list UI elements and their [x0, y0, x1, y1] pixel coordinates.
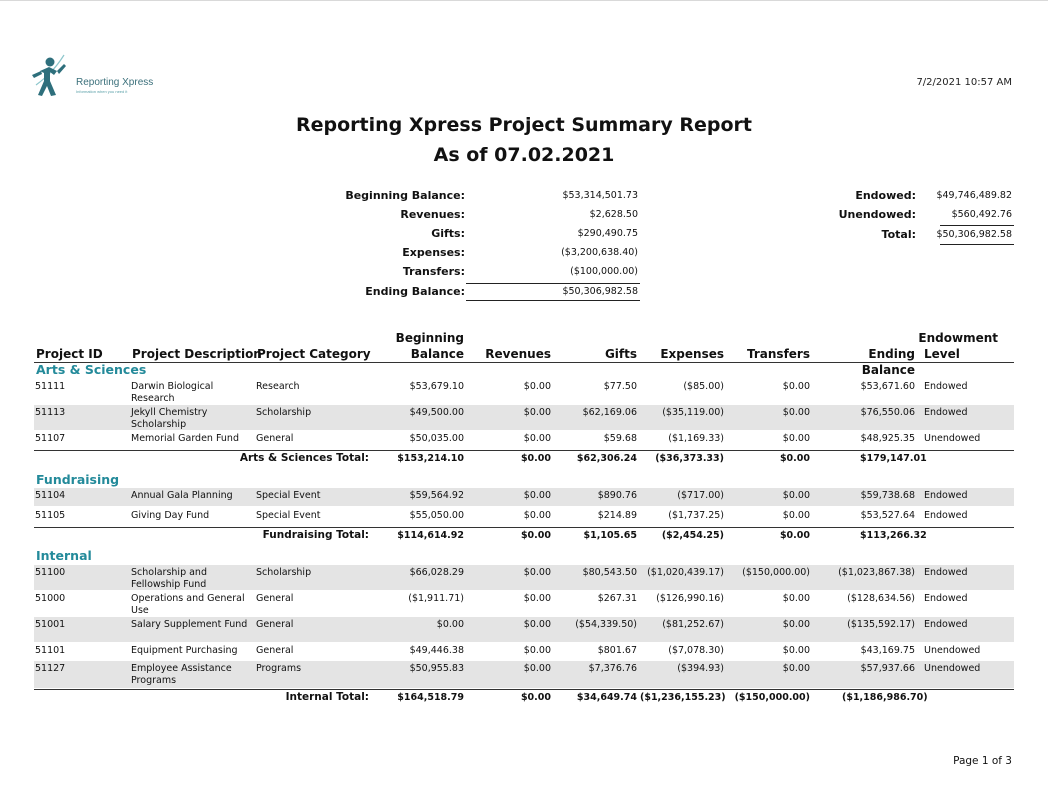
- total-revenues: $0.00: [520, 692, 551, 703]
- header-rule: [34, 362, 1014, 363]
- project-description: Jekyll Chemistry Scholarship: [131, 407, 208, 430]
- table-row: [34, 379, 1014, 404]
- group-total-row: [34, 527, 1014, 543]
- project-category: Special Event: [256, 510, 321, 521]
- summary-label: Expenses:: [402, 246, 465, 259]
- revenues: $0.00: [523, 381, 551, 392]
- transfers: $0.00: [782, 663, 810, 674]
- summary-label: Transfers:: [402, 265, 465, 278]
- ending-balance: $59,738.68: [860, 490, 915, 501]
- column-header: Transfers: [747, 347, 810, 361]
- summary-label: Revenues:: [400, 208, 465, 221]
- expenses: ($394.93): [677, 663, 724, 674]
- ending-balance: ($135,592.17): [847, 619, 915, 630]
- gifts: $267.31: [597, 593, 637, 604]
- project-description: Memorial Garden Fund: [131, 433, 239, 444]
- endowment-level: Unendowed: [924, 645, 981, 656]
- beginning-balance: $50,035.00: [409, 433, 464, 444]
- ending-balance: ($1,023,867.38): [838, 567, 915, 578]
- ending-balance: $43,169.75: [860, 645, 915, 656]
- transfers: $0.00: [782, 645, 810, 656]
- project-category: General: [256, 593, 294, 604]
- beginning-balance: $66,028.29: [409, 567, 464, 578]
- table-row: [34, 643, 1014, 661]
- project-id: 51113: [35, 407, 66, 418]
- group-total-label: Fundraising Total:: [262, 529, 369, 541]
- summary-label: Endowed:: [855, 189, 916, 202]
- summary-value: $2,628.50: [589, 209, 638, 220]
- ending-balance: $53,671.60: [860, 381, 915, 392]
- project-id: 51001: [35, 619, 66, 630]
- table-row: [34, 405, 1014, 430]
- total-transfers: ($150,000.00): [734, 692, 810, 703]
- group-total-label: Internal Total:: [285, 691, 369, 703]
- column-header: Gifts: [604, 347, 637, 361]
- revenues: $0.00: [523, 490, 551, 501]
- total-revenues: $0.00: [520, 530, 551, 541]
- column-header: Revenues: [485, 347, 551, 361]
- expenses: ($35,119.00): [662, 407, 724, 418]
- beginning-balance: ($1,911.71): [408, 593, 464, 604]
- project-id: 51101: [35, 645, 66, 656]
- column-header: Project Category: [257, 347, 371, 361]
- table-row: [34, 508, 1014, 526]
- endowment-level: Endowed: [924, 593, 968, 604]
- summary-label: Beginning Balance:: [345, 189, 465, 202]
- ending-balance: $57,937.66: [860, 663, 915, 674]
- expenses: ($1,737.25): [668, 510, 724, 521]
- gifts: ($54,339.50): [575, 619, 637, 630]
- table-row: [34, 431, 1014, 449]
- revenues: $0.00: [523, 663, 551, 674]
- ending-balance: $48,925.35: [860, 433, 915, 444]
- project-id: 51111: [35, 381, 66, 392]
- column-header: Project ID: [36, 347, 103, 361]
- project-category: General: [256, 433, 294, 444]
- revenues: $0.00: [523, 593, 551, 604]
- total-transfers: $0.00: [779, 453, 810, 464]
- gifts: $62,169.06: [582, 407, 637, 418]
- group-total-label: Arts & Sciences Total:: [239, 452, 369, 464]
- transfers: $0.00: [782, 510, 810, 521]
- project-description: Salary Supplement Fund: [131, 619, 248, 630]
- project-id: 51104: [35, 490, 66, 501]
- project-category: Special Event: [256, 490, 321, 501]
- ending-balance: ($128,634.56): [847, 593, 915, 604]
- endowment-level: Endowed: [924, 510, 968, 521]
- project-category: Scholarship: [256, 407, 312, 418]
- expenses: ($85.00): [683, 381, 724, 392]
- expenses: ($126,990.16): [656, 593, 724, 604]
- table-row: [34, 565, 1014, 590]
- table-row: [34, 661, 1014, 688]
- summary-value: $560,492.76: [951, 209, 1012, 220]
- summary-value: ($3,200,638.40): [561, 247, 638, 258]
- summary-divider: [466, 300, 640, 301]
- project-description: Annual Gala Planning: [131, 490, 233, 501]
- total-transfers: $0.00: [779, 530, 810, 541]
- transfers: $0.00: [782, 407, 810, 418]
- ending-balance: $76,550.06: [860, 407, 915, 418]
- endowment-level: Endowed: [924, 381, 968, 392]
- gifts: $80,543.50: [582, 567, 637, 578]
- total-ending: $179,147.01: [860, 453, 927, 464]
- endowment-level: Unendowed: [924, 663, 981, 674]
- transfers: $0.00: [782, 593, 810, 604]
- total-ending: $113,266.32: [860, 530, 927, 541]
- expenses: ($81,252.67): [662, 619, 724, 630]
- summary-label: Ending Balance:: [365, 285, 465, 298]
- gifts: $77.50: [603, 381, 637, 392]
- column-header: Ending Balance: [861, 347, 915, 377]
- project-category: General: [256, 645, 294, 656]
- gifts: $59.68: [603, 433, 637, 444]
- expenses: ($717.00): [677, 490, 724, 501]
- logo-tagline: Information when you need it: [76, 89, 128, 94]
- summary-value: $290,490.75: [577, 228, 638, 239]
- column-header: Endowment: [918, 331, 998, 345]
- summary-divider: [466, 283, 640, 284]
- company-logo: [30, 41, 190, 107]
- project-id: 51127: [35, 663, 66, 674]
- gifts: $890.76: [597, 490, 637, 501]
- beginning-balance: $53,679.10: [409, 381, 464, 392]
- report-subtitle: As of 07.02.2021: [433, 144, 615, 166]
- revenues: $0.00: [523, 433, 551, 444]
- total-gifts: $62,306.24: [576, 453, 637, 464]
- group-total-row: [34, 689, 1014, 705]
- expenses: ($1,169.33): [668, 433, 724, 444]
- summary-label: Total:: [881, 228, 916, 241]
- group-total-row: [34, 450, 1014, 466]
- summary-value: $50,306,982.58: [562, 286, 638, 297]
- endowment-level: Endowed: [924, 567, 968, 578]
- gifts: $7,376.76: [588, 663, 637, 674]
- summary-value: ($100,000.00): [570, 266, 638, 277]
- revenues: $0.00: [523, 567, 551, 578]
- group-heading: Arts & Sciences: [36, 362, 147, 377]
- beginning-balance: $0.00: [436, 619, 464, 630]
- summary-value: $50,306,982.58: [936, 229, 1012, 240]
- project-description: Operations and General Use: [131, 593, 245, 616]
- expenses: ($1,020,439.17): [647, 567, 724, 578]
- total-beginning: $114,614.92: [397, 530, 464, 541]
- endowment-level: Endowed: [924, 407, 968, 418]
- total-beginning: $164,518.79: [397, 692, 464, 703]
- project-category: Programs: [256, 663, 302, 674]
- endowment-level: Endowed: [924, 619, 968, 630]
- endowment-level: Endowed: [924, 490, 968, 501]
- total-revenues: $0.00: [520, 453, 551, 464]
- project-category: Research: [256, 381, 300, 392]
- total-gifts: $1,105.65: [583, 530, 637, 541]
- page-number: Page 1 of 3: [953, 755, 1012, 767]
- report-timestamp: 7/2/2021 10:57 AM: [916, 77, 1012, 88]
- report-title: Reporting Xpress Project Summary Report: [296, 114, 752, 136]
- beginning-balance: $49,500.00: [409, 407, 464, 418]
- table-row: [34, 591, 1014, 616]
- column-header: Balance: [410, 347, 464, 361]
- revenues: $0.00: [523, 407, 551, 418]
- column-header: Beginning: [395, 331, 464, 345]
- total-expenses: ($2,454.25): [661, 530, 724, 541]
- transfers: $0.00: [782, 381, 810, 392]
- logo-text: Reporting Xpress: [76, 77, 154, 88]
- transfers: $0.00: [782, 619, 810, 630]
- table-row: [34, 617, 1014, 642]
- total-ending: ($1,186,986.70): [842, 692, 928, 703]
- logo-figure-icon: [30, 41, 90, 107]
- project-description: Employee Assistance Programs: [131, 663, 232, 686]
- transfers: ($150,000.00): [742, 567, 810, 578]
- summary-value: $49,746,489.82: [936, 190, 1012, 201]
- summary-label: Gifts:: [431, 227, 465, 240]
- beginning-balance: $50,955.83: [409, 663, 464, 674]
- project-id: 51100: [35, 567, 66, 578]
- column-header: Level: [924, 347, 960, 361]
- project-description: Giving Day Fund: [131, 510, 210, 521]
- summary-label: Unendowed:: [838, 208, 916, 221]
- column-header: Project Description: [132, 347, 262, 361]
- beginning-balance: $59,564.92: [409, 490, 464, 501]
- total-gifts: $34,649.74: [576, 692, 637, 703]
- column-header: Expenses: [660, 347, 724, 361]
- revenues: $0.00: [523, 645, 551, 656]
- total-expenses: ($1,236,155.23): [640, 692, 726, 703]
- endowment-level: Unendowed: [924, 433, 981, 444]
- project-description: Darwin Biological Research: [131, 381, 214, 404]
- table-row: [34, 488, 1014, 506]
- expenses: ($7,078.30): [668, 645, 724, 656]
- project-category: Scholarship: [256, 567, 312, 578]
- total-beginning: $153,214.10: [397, 453, 464, 464]
- transfers: $0.00: [782, 433, 810, 444]
- project-id: 51105: [35, 510, 66, 521]
- total-expenses: ($36,373.33): [655, 453, 724, 464]
- summary-divider: [940, 225, 1014, 226]
- beginning-balance: $49,446.38: [409, 645, 464, 656]
- revenues: $0.00: [523, 619, 551, 630]
- beginning-balance: $55,050.00: [409, 510, 464, 521]
- summary-value: $53,314,501.73: [562, 190, 638, 201]
- gifts: $801.67: [597, 645, 637, 656]
- gifts: $214.89: [597, 510, 637, 521]
- revenues: $0.00: [523, 510, 551, 521]
- project-category: General: [256, 619, 294, 630]
- project-description: Scholarship and Fellowship Fund: [131, 567, 207, 590]
- transfers: $0.00: [782, 490, 810, 501]
- project-id: 51107: [35, 433, 66, 444]
- summary-divider: [940, 244, 1014, 245]
- project-id: 51000: [35, 593, 66, 604]
- group-heading: Internal: [36, 548, 92, 563]
- ending-balance: $53,527.64: [860, 510, 915, 521]
- project-description: Equipment Purchasing: [131, 645, 238, 656]
- group-heading: Fundraising: [36, 472, 120, 487]
